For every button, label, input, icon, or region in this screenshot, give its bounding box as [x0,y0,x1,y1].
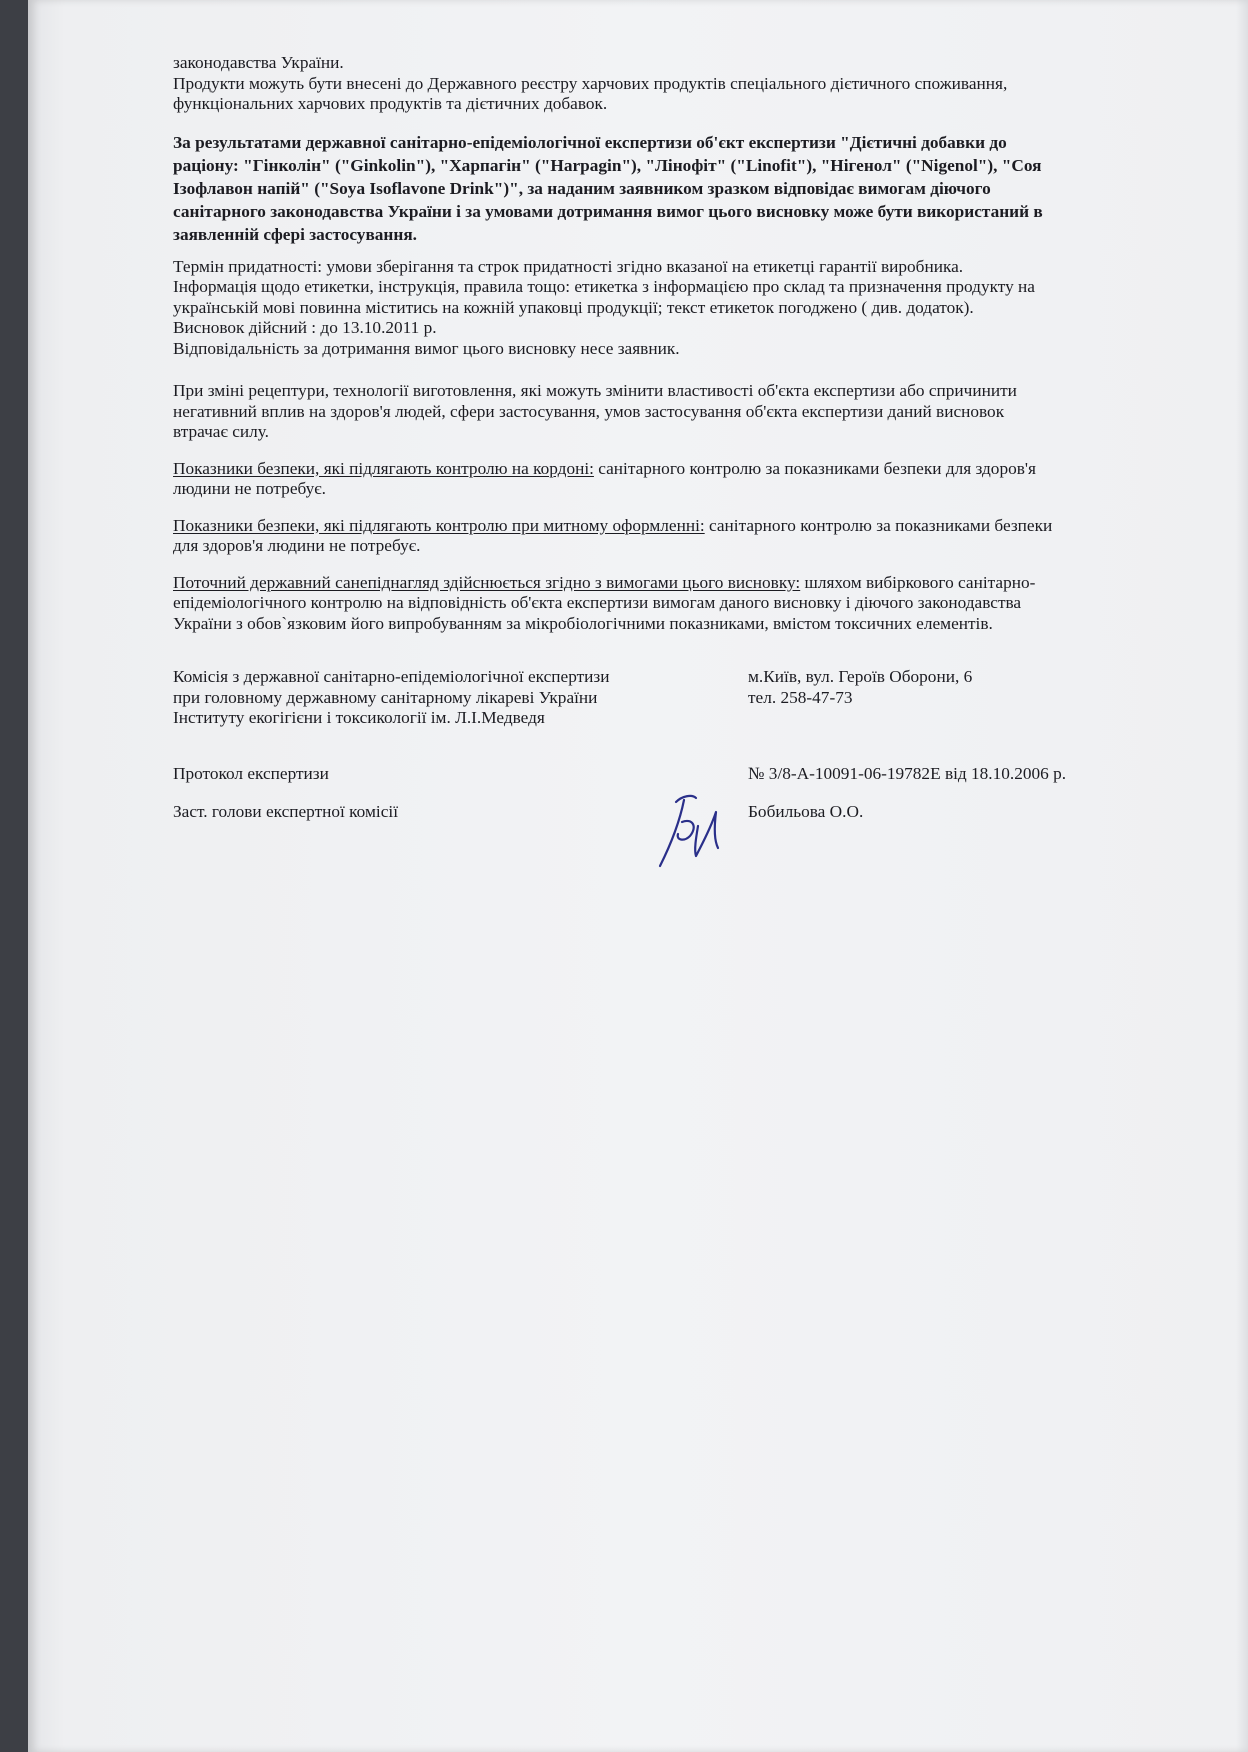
supervision-label: Поточний державний санепіднагляд здійснюється згідно з вимогами цього висновку: [173,572,801,592]
text-line: законодавства України. [173,53,344,72]
text-line: функціональних харчових продуктів та дієтичних добавок. [173,94,608,113]
shelf-life-line: Термін придатності: умови зберігання та строк придатності згідно вказаної на етикетці гарантії виробника. [173,256,964,276]
responsibility-line: Відповідальність за дотримання вимог цього висновку несе заявник. [173,338,680,358]
text-line: Ізофлавон напій" ("Soya Isoflavone Drink")", за наданим заявником зразком відповідає вимогам діючого [173,178,991,198]
text-line: При зміні рецептури, технології виготовлення, які можуть змінити властивості об'єкта експертизи або спричинити [173,381,1017,400]
commission-name: при головному державному санітарному лікареві України [173,687,598,707]
border-control-label: Показники безпеки, які підлягають контролю на кордоні: [173,458,594,478]
document-body [173,53,1208,823]
text-line: За результатами державної санітарно-епідеміологічної експертизи об'єкт експертизи "Дієтичні добавки до [173,132,1007,152]
supervision-text: шляхом вибіркового санітарно- [800,572,1036,592]
text-line: України з обов`язковим його випробуванням за мікробіологічними показниками, вмістом токсичних елементів. [173,613,993,633]
text-line: Продукти можуть бути внесені до Державного реєстру харчових продуктів спеціального дієтичного споживання, [173,73,1008,93]
validity-line: Висновок дійсний : до 13.10.2011 р. [173,318,437,337]
signature-row [173,802,1208,823]
border-control-text: санітарного контролю за показниками безпеки для здоров'я [593,458,1036,478]
text-line: заявленній сфері застосування. [173,224,417,244]
deputy-label: Заст. голови експертної комісії [173,802,398,821]
commission-name: Інституту екогігієни і токсикології ім. Л.І.Медведя [173,708,545,727]
commission-block [173,667,1208,729]
text-line: санітарного законодавства України і за умовами дотримання вимог цього висновку може бути використаний в [173,201,1043,221]
text-line: епідеміологічного контролю на відповідність об'єкта експертизи вимогам даного висновку і діючого законодавства [173,593,1022,612]
commission-name: Комісія з державної санітарно-епідеміологічної експертизи [173,667,610,686]
text-line: українській мові повинна міститись на кожній упаковці продукції; текст етикеток погоджено ( див. додаток). [173,297,974,317]
customs-control-label: Показники безпеки, які підлягають контролю при митному оформленні: [173,515,705,535]
protocol-row [173,764,1208,785]
customs-control-text: санітарного контролю за показниками безпеки [704,515,1053,535]
text-line: втрачає силу. [173,422,269,441]
protocol-number: № 3/8-А-10091-06-19782Е від 18.10.2006 р. [748,763,1067,783]
text-line: Інформація щодо етикетки, інструкція, правила тощо: етикетка з інформацією про склад та призначення продукту на [173,277,1035,296]
supervision-paragraph [173,573,1208,594]
customs-control-paragraph [173,516,1208,537]
text-line: негативний вплив на здоров'я людей, сфери застосування, умов застосування об'єкта експертизи даний висновок [173,401,1005,421]
scan-edge [1236,0,1248,1752]
commission-address: м.Київ, вул. Героїв Оборони, 6 [748,667,973,686]
conclusion-paragraph [173,131,1208,246]
border-control-paragraph [173,459,1208,480]
text-line: раціону: "Гінколін" ("Ginkolin"), "Харпагін" ("Harpagin"), "Лінофіт" ("Linofit"), "Нігенол" ("Nigenol"), "Соя [173,155,1042,175]
text-line: людини не потребує. [173,479,326,498]
signature-icon [658,792,738,870]
deputy-name: Бобильова О.О. [748,802,864,821]
text-line: для здоров'я людини не потребує. [173,536,421,555]
protocol-label: Протокол експертизи [173,763,329,783]
document-sheet [28,0,1248,1752]
commission-phone: тел. 258-47-73 [748,687,853,707]
